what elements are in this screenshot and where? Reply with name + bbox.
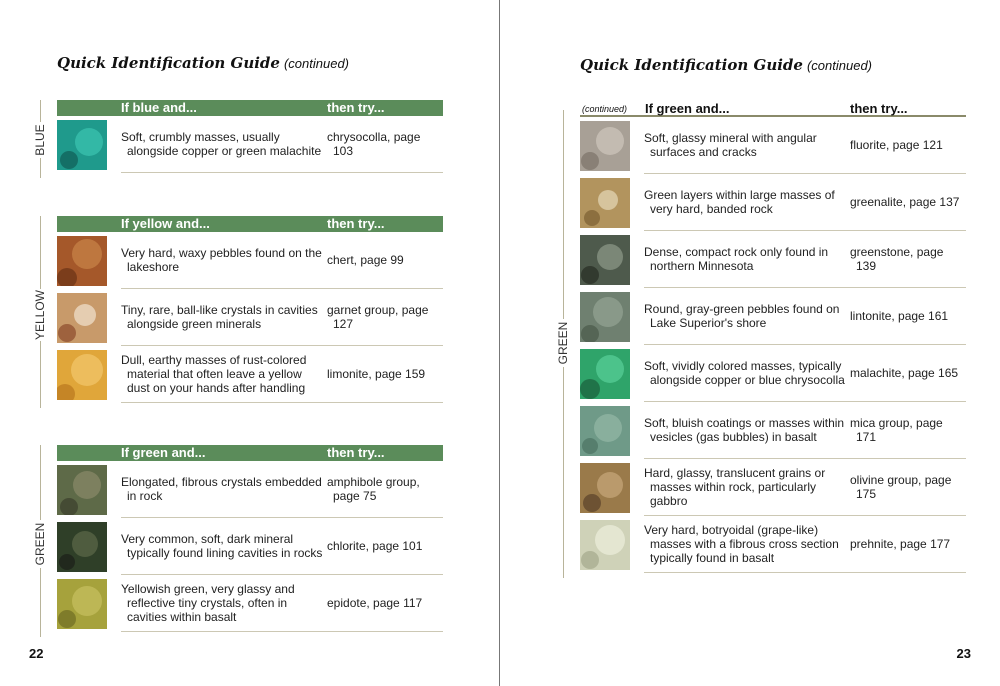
description: Soft, glassy mineral with angular surfaces and cracks: [644, 131, 817, 159]
table-row: [580, 117, 966, 174]
green-side-label: GREEN: [30, 520, 50, 568]
table-row: [580, 288, 966, 345]
table-row: [57, 518, 443, 575]
mineral-photo: [57, 522, 107, 572]
description: Green layers within large masses of very hard, banded rock: [644, 188, 835, 216]
yellow-side-label: YELLOW: [30, 289, 50, 341]
then-try: olivine group, page 175: [850, 473, 952, 501]
table-row: [580, 345, 966, 402]
page-number: 23: [956, 646, 971, 661]
green-header: If green and... then try...: [57, 445, 443, 461]
blue-header: If blue and... then try...: [57, 100, 443, 116]
description: Round, gray-green pebbles found on Lake Superior's shore: [644, 302, 840, 330]
green-header: (continued) If green and... then try...: [580, 99, 966, 117]
mineral-photo: [580, 292, 630, 342]
description: Dull, earthy masses of rust-colored material that often leave a yellow dust on your hands after handling: [121, 353, 307, 395]
description: Elongated, fibrous crystals embedded in rock: [121, 475, 322, 503]
table-row: [57, 232, 443, 289]
table-row: [57, 461, 443, 518]
mineral-photo: [580, 463, 630, 513]
table-row: [580, 174, 966, 231]
mineral-photo: [57, 579, 107, 629]
description: Very hard, waxy pebbles found on the lakeshore: [121, 246, 322, 274]
mineral-photo: [57, 120, 107, 170]
description: Yellowish green, very glassy and reflective tiny crystals, often in cavities within basalt: [121, 582, 295, 624]
mineral-photo: [57, 465, 107, 515]
table-row: [580, 402, 966, 459]
mineral-photo: [580, 235, 630, 285]
table-row: [580, 516, 966, 573]
mineral-photo: [57, 236, 107, 286]
then-try: lintonite, page 161: [850, 309, 949, 323]
then-try: mica group, page 171: [850, 416, 943, 444]
green-section-continued: [580, 99, 966, 573]
description: Soft, vividly colored masses, typically alongside copper or blue chrysocolla: [644, 359, 845, 387]
yellow-section: [57, 216, 443, 403]
mineral-photo: [580, 121, 630, 171]
table-row: [57, 346, 443, 403]
mineral-photo: [580, 349, 630, 399]
then-try: epidote, page 117: [327, 596, 423, 610]
mineral-photo: [57, 350, 107, 400]
table-row: [580, 459, 966, 516]
description: Soft, bluish coatings or masses within vesicles (gas bubbles) in basalt: [644, 416, 845, 444]
table-row: [57, 575, 443, 632]
then-try: amphibole group, page 75: [327, 475, 420, 503]
description: Hard, glassy, translucent grains or masses within rock, particularly gabbro: [644, 466, 826, 508]
then-try: greenstone, page 139: [850, 245, 944, 273]
mineral-photo: [57, 293, 107, 343]
blue-section: [57, 100, 443, 173]
table-row: [57, 116, 443, 173]
page-title: Quick Identification Guide (continued): [580, 56, 873, 74]
then-try: limonite, page 159: [327, 367, 426, 381]
description: Very common, soft, dark mineral typically found lining cavities in rocks: [121, 532, 323, 560]
mineral-photo: [580, 520, 630, 570]
then-try: fluorite, page 121: [850, 138, 943, 152]
page-number: 22: [29, 646, 44, 661]
then-try: chert, page 99: [327, 253, 404, 267]
blue-side-label: BLUE: [30, 122, 50, 158]
then-try: chlorite, page 101: [327, 539, 423, 553]
mineral-photo: [580, 178, 630, 228]
description: Very hard, botryoidal (grape-like) masses with a fibrous cross section typically found in basalt: [644, 523, 839, 565]
description: Soft, crumbly masses, usually alongside copper or green malachite: [121, 130, 322, 158]
yellow-header: If yellow and... then try...: [57, 216, 443, 232]
then-try: greenalite, page 137: [850, 195, 960, 209]
table-row: [57, 289, 443, 346]
green-section: [57, 445, 443, 632]
table-row: [580, 231, 966, 288]
mineral-photo: [580, 406, 630, 456]
then-try: malachite, page 165: [850, 366, 959, 380]
then-try: chrysocolla, page 103: [327, 130, 421, 158]
green-side-label: GREEN: [553, 319, 573, 367]
page-title: Quick Identification Guide (continued): [57, 54, 350, 72]
description: Tiny, rare, ball-like crystals in cavities alongside green minerals: [121, 303, 318, 331]
right-page: [501, 0, 1000, 686]
then-try: prehnite, page 177: [850, 537, 951, 551]
then-try: garnet group, page 127: [327, 303, 429, 331]
description: Dense, compact rock only found in northern Minnesota: [644, 245, 829, 273]
